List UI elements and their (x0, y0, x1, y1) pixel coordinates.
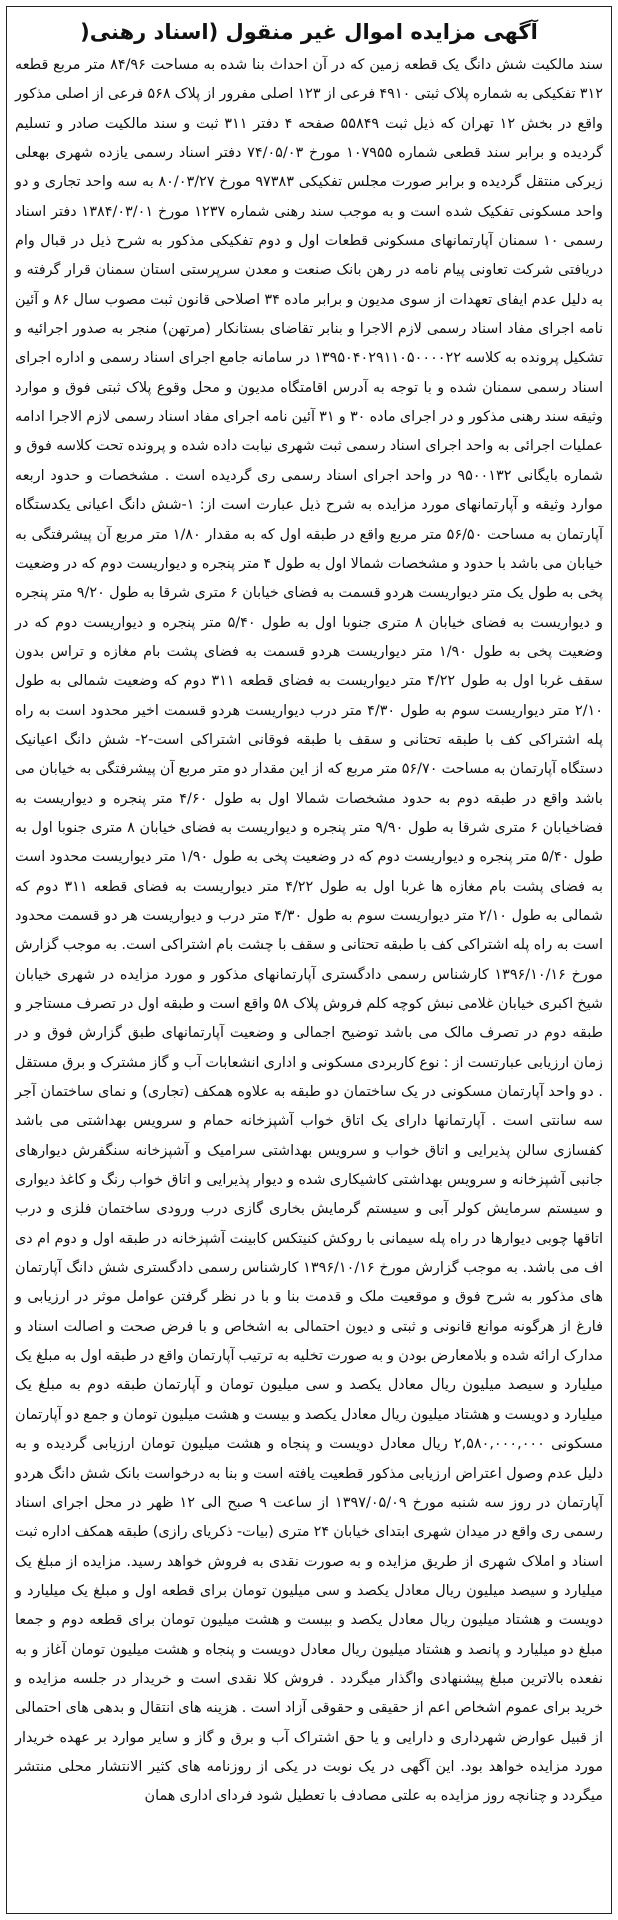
notice-body-text: سند مالکیت شش دانگ یک قطعه زمین که در آن احداث بنا شده به مساحت ۸۴/۹۶ متر مربع قطعه ۳۱۲ تفکیکی به شماره پلاک ثبتی ۴۹۱۰ فرعی از ۱۲۳ اصلی مفرور از پلاک ۵۶۸ فرعی از اصلی مذکور واقع در بخش ۱۲ تهران که ذیل ثبت ۵۵۸۴۹ صفحه ۴ دفتر ۳۱۱ ثبت و سند مالکیت صادر و تسلیم گردیده و برابر سند قطعی شماره ۱۰۷۹۵۵ مورخ ۷۴/۰۵/۰۳ دفتر اسناد رسمی یازده شهری بهعلی زیرکی منتقل گردیده و برابر صورت مجلس تفکیکی ۹۷۳۸۳ مورخ ۸۰/۰۳/۲۷ به سه واحد تجاری و دو واحد مسکونی تفکیک شده است و به موجب سند رهنی شماره ۱۲۳۷ مورخ ۱۳۸۴/۰۳/۰۱ دفتر اسناد رسمی ۱۰ سمنان آپارتمانهای مسکونی قطعات اول و دوم تفکیکی مذکور به شرح ذیل در قبال وام دریافتی شرکت تعاونی پیام نامه در رهن بانک صنعت و معدن سرپرستی استان سمنان قرار گرفته و به دلیل عدم ایفای تعهدات از سوی مدیون و برابر ماده ۳۴ اصلاحی قانون ثبت مصوب سال ۸۶ و آئین نامه اجرای مفاد اسناد رسمی لازم الاجرا و بنابر تقاضای بستانکار (مرتهن) منجر به صدور اجرائیه و تشکیل پرونده به کلاسه ۱۳۹۵۰۴۰۲۹۱۱۰۵۰۰۰۰۲۲ در سامانه جامع اجرای اسناد رسمی و اداره اجرای اسناد رسمی سمنان شده و با توجه به آدرس اقامتگاه مدیون و محل وقوع پلاک ثبتی فوق و موارد وثیقه سند رهنی مذکور و در اجرای ماده ۳۰ و ۳۱ آئین نامه اجرای مفاد اسناد رسمی لازم الاجرا ادامه عملیات اجرائی به واحد اجرای اسناد رسمی ثبت شهری نیابت داده شده و پرونده تحت کلاسه فوق و شماره بایگانی ۹۵۰۰۱۳۲ در واحد اجرای اسناد رسمی ری گردیده است . مشخصات و حدود اربعه موارد وثیقه و آپارتمانهای مورد مزایده به شرح ذیل عبارت است از: ۱-شش دانگ اعیانی یکدستگاه آپارتمان به مساحت ۵۶/۵۰ متر مربع واقع در طبقه اول که به مقدار ۱/۸۰ متر مربع آن پیشرفتگی به خیابان می باشد با حدود و مشخصات شمالا اول به طول ۴ متر پنجره و دیواریست دوم که در وضعیت پخی به طول یک متر دیواریست هردو قسمت به فضای خیابان ۶ متری شرقا به طول ۹/۲۰ متر پنجره و دیواریست به فضای خیابان ۸ متری جنوبا اول به طول ۵/۴۰ متر پنجره و دیواریست دوم که در وضعیت پخی به طول ۱/۹۰ متر دیواریست هردو قسمت به فضای پشت بام مغازه و تراس بدون سقف غربا اول به طول ۴/۲۲ متر دیواریست به فضای قطعه ۳۱۱ دوم که وضعیت شمالی به طول ۲/۱۰ متر دیواریست سوم به طول ۴/۳۰ متر درب دیواریست هردو قسمت اخیر محدود است به راه پله اشتراکی کف با طبقه تحتانی و سقف با طبقه فوقانی اشتراکی است-۲- شش دانگ اعیانیک دستگاه آپارتمان به مساحت ۵۶/۷۰ متر مربع که از این مقدار دو متر مربع آن پیشرفتگی به خیابان می باشد واقع در طبقه دوم به حدود مشخصات شمالا اول به طول ۴/۶۰ متر پنجره و دیواریست به فضاخیابان ۶ متری شرقا به طول ۹/۹۰ متر پنجره و دیواریست به فضای خیابان ۸ متری جنوبا اول به طول ۵/۴۰ متر پنجره و دیواریست دوم که در وضعیت پخی به طول ۱/۹۰ متر دیواریست محدود است به فضای پشت بام مغازه ها غربا اول به طول ۴/۲۲ متر دیواریست به فضای قطعه ۳۱۱ دوم که شمالی به طول ۲/۱۰ متر دیواریست سوم به طول ۴/۳۰ متر درب و دیواریست هر دو قسمت محدود است به راه پله اشتراکی کف با طبقه تحتانی و سقف با چشت بام اشتراکی است. به موجب گزارش مورخ ۱۳۹۶/۱۰/۱۶ کارشناس رسمی دادگستری آپارتمانهای مذکور و مورد مزایده در شهری خیابان شیخ اکبری خیابان غلامی نبش کوچه کلم فروش پلاک ۵۸ واقع است و طبقه اول در تصرف مستاجر و طبقه دوم در تصرف مالک می باشد توضیح اجمالی و وضعیت آپارتمانهای طبق گزارش فوق و در زمان ارزیابی عبارتست از : نوع کاربردی مسکونی و اداری انشعابات آب و گاز مشترک و برق مستقل . دو واحد آپارتمان مسکونی در یک ساختمان دو طبقه به علاوه همکف (تجاری) و نمای ساختمان آجر سه سانتی است . آپارتمانها دارای یک اتاق خواب آشپزخانه حمام و سرویس بهداشتی می باشد کفسازی سالن پذیرایی و اتاق خواب و سرویس بهداشتی سرامیک و آشپزخانه سنگفرش دیوارهای جانبی آشپزخانه و سرویس بهداشتی کاشیکاری شده و دیوار پذیرایی و اتاق خواب رنگ و کاغذ دیواری و سیستم سرمایش کولر آبی و سیستم گرمایش بخاری گازی درب ورودی ساختمان فلزی و درب اتاقها چوبی دیوارها در راه پله سیمانی با روکش کنیتکس کابینت آشپزخانه در طبقه اول و دوم ام دی اف می باشد. به موجب گزارش مورخ ۱۳۹۶/۱۰/۱۶ کارشناس رسمی دادگستری شش دانگ آپارتمان های مذکور به شرح فوق و موقعیت ملک و قدمت بنا و با در نظر گرفتن عوامل موثر در ارزیابی و فارغ از هرگونه موانع قانونی و ثبتی و دیون احتمالی به اشخاص و با فرض صحت و اصالت اسناد و مدارک ارائه شده و بلامعارض بودن و به صورت تخلیه به ترتیب آپارتمان واقع در طبقه اول به مبلغ یک میلیارد و سیصد میلیون ریال معادل یکصد و سی میلیون تومان و آپارتمان طبقه دوم به مبلغ یک میلیارد و دویست و هشتاد میلیون ریال معادل یکصد و بیست و هشت میلیون تومان و جمع دو آپارتمان مسکونی ۲,۵۸۰,۰۰۰,۰۰۰ ریال معادل دویست و پنجاه و هشت میلیون تومان ارزیابی گردیده و به دلیل عدم وصول اعتراض ارزیابی مذکور قطعیت یافته است و بنا به درخواست بانک شش دانگ هردو آپارتمان در روز سه شنبه مورخ ۱۳۹۷/۰۵/۰۹ از ساعت ۹ صبح الی ۱۲ ظهر در محل اجرای اسناد رسمی ری واقع در میدان شهری ابتدای خیابان ۲۴ متری (بیات- ذکریای رازی) طبقه همکف اداره ثبت اسناد و املاک شهری از طریق مزایده و به صورت نقدی به فروش خواهد رسید. مزایده از مبلغ یک میلیارد و سیصد میلیون ریال معادل یکصد و سی میلیون تومان برای قطعه اول و مبلغ یک میلیارد و دویست و هشتاد میلیون ریال معادل یکصد و بیست و هشت میلیون تومان برای قطعه دوم و جمعا مبلغ دو میلیارد و پانصد و هشتاد میلیون ریال معادل دویست و پنجاه و هشت میلیون تومان آغاز و به نفعده بالاترین مبلغ پیشنهادی واگذار میگردد . فروش کلا نقدی است و خریدار در جلسه مزایده و خرید برای عموم اشخاص اعم از حقیقی و حقوقی آزاد است . هزینه های انتقال و بدهی های احتمالی از قبیل عوارض شهرداری و دارایی و یا حق اشتراک آب و برق و گاز و سایر موارد بر عهده خریدار مورد مزایده خواهد بود. این آگهی در یک نوبت در یکی از روزنامه های کثیر الانتشار محلی منتشر میگردد و چنانچه روز مزایده به علتی مصادف با تعطیل شود فردای اداری همان (15, 57, 604, 1805)
auction-notice (6, 6, 612, 1914)
notice-title: آگهی مزایده اموال غیر منقول (اسناد رهنی( (80, 20, 538, 44)
